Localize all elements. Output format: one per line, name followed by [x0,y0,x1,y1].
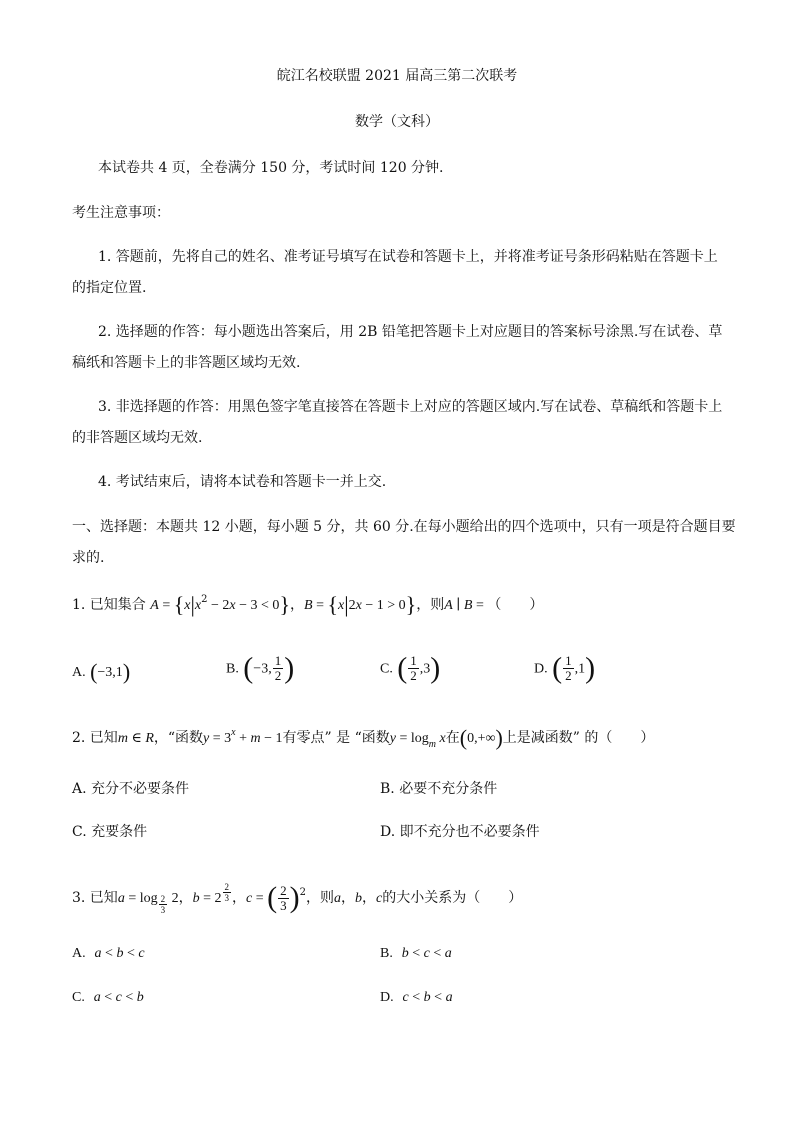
q3-option-b: B. b < c < a [380,946,452,961]
notice-2-line1: 2. 选择题的作答：每小题选出答案后，用 2B 铅笔把答题卡上对应题目的答案标号涂黑.写在试卷、草 [98,324,723,340]
q1-option-c: C. ( $\frac{1}{2}$ ,3) [380,651,441,685]
question-2: 2. 已知m ∈ R，“函数$y = 3^x + m - 1$有零点” 是 “函数$y = \log_m x$在(0,+∞)上是减函数” 的（ ） [72,725,655,750]
q3-option-a: A. a < b < c [72,946,145,961]
question-1: 1. 已知集合 $A = \{x|x^2 - 2x - 3 < 0\}$，B = {x|2x − 1 > 0}，则A ∣ B = （ ） [72,592,544,617]
notice-2-line2: 稿纸和答题卡上的非答题区域均无效. [72,355,301,371]
question-3: 3. 已知a = log $_{\frac{2}{3}}$ 2，b = 2 $^{\frac{2}{3}}$ ，c = ( $\frac{2}{3}$ )$^2$，则a，b，c的大小关系为（ ） [72,881,523,915]
q3-option-c: C. a < c < b [72,990,144,1005]
q1-label: 1. 已知集合 [72,597,146,613]
q1-option-a: A. (−3,1) [72,659,131,684]
q2-option-a: A. 充分不必要条件 [72,781,190,797]
exam-subject: 数学（文科） [355,114,439,130]
q1-tail: ，则 [416,597,445,613]
section1-line2: 求的. [72,550,105,566]
exam-title: 皖江名校联盟 2021 届高三第二次联考 [276,68,518,84]
q2-option-b: B. 必要不充分条件 [380,781,498,797]
q1-option-d: D. ( $\frac{1}{2}$ ,1) [534,651,596,685]
notice-1-line2: 的指定位置. [72,280,147,296]
notice-3-line2: 的非答题区域均无效. [72,430,203,446]
q1-option-b: B. (−3, $\frac{1}{2}$ ) [226,651,295,685]
q1-set-a: A [150,598,159,613]
notice-title: 考生注意事项： [72,205,170,221]
q2-option-d: D. 即不充分也不必要条件 [380,824,540,840]
exam-intro: 本试卷共 4 页，全卷满分 150 分，考试时间 120 分钟. [98,160,444,176]
notice-3-line1: 3. 非选择题的作答：用黑色签字笔直接答在答题卡上对应的答题区域内.写在试卷、草稿纸和答题卡上 [98,399,723,415]
q3-option-d: D. c < b < a [380,990,453,1005]
q1-set-b: B [304,598,313,613]
notice-4-line1: 4. 考试结束后，请将本试卷和答题卡一并上交. [98,474,387,490]
section1-line1: 一、选择题：本题共 12 小题，每小题 5 分，共 60 分.在每小题给出的四个选项中，只有一项是符合题目要 [72,519,736,535]
q2-option-c: C. 充要条件 [72,824,148,840]
notice-1-line1: 1. 答题前，先将自己的姓名、准考证号填写在试卷和答题卡上，并将准考证号条形码粘贴在答题卡上 [98,249,718,265]
